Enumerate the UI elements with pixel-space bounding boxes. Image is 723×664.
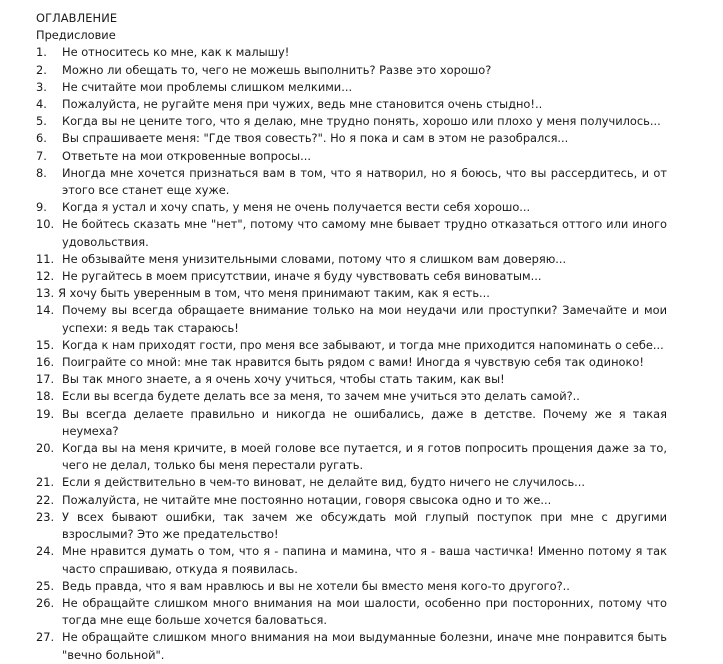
toc-item-number: 20.: [36, 441, 55, 456]
toc-item-number: 3.: [36, 79, 47, 94]
toc-item-number: 21.: [36, 475, 55, 490]
toc-preface: Предисловие: [36, 28, 116, 43]
toc-item-text: Не считайте мои проблемы слишком мелкими...: [62, 79, 353, 94]
toc-item-text: Не обзывайте меня унизительными словами, потому что я слишком вам доверяю...: [62, 251, 567, 266]
toc-item: [36, 629, 667, 663]
toc-item-number: 11.: [36, 251, 55, 266]
toc-item: [36, 406, 667, 440]
toc-item-text: У всех бывают ошибки, так зачем же обсуждать мой глупый поступок при мне с другими взрослыми? Это же предательство!: [62, 509, 667, 542]
toc-item: [36, 165, 667, 199]
toc-item-text: Почему вы всегда обращаете внимание только на мои неудачи или проступки? Замечайте и мои успехи: я ведь так стараюсь!: [62, 303, 667, 335]
toc-item: [36, 440, 667, 474]
toc-item-number: 24.: [36, 544, 55, 559]
toc-item-number: 5.: [36, 114, 47, 129]
toc-item-number: 9.: [36, 200, 47, 215]
toc-item-number: 25.: [36, 578, 55, 593]
toc-item-text: Не относитесь ко мне, как к малышу!: [62, 45, 290, 60]
table-of-contents: [36, 10, 667, 664]
toc-item-text: Пожалуйста, не ругайте меня при чужих, ведь мне становится очень стыдно!..: [62, 97, 543, 112]
toc-item-text: Когда вы на меня кричите, в моей голове все путается, и я готов попросить прощения даже за то, чего не делал, только бы меня перестали ругать.: [62, 441, 667, 473]
toc-item-number: 14.: [36, 303, 55, 318]
toc-item-text: Я хочу быть уверенным в том, что меня принимают таким, как я есть...: [58, 286, 490, 301]
toc-item-text: Вы всегда делаете правильно и никогда не ошибались, даже в детстве. Почему же я такая неумеха?: [62, 406, 667, 438]
toc-item: [36, 268, 667, 285]
toc-item-number: 6.: [36, 131, 47, 146]
toc-item: [36, 474, 667, 491]
toc-item-number: 27.: [36, 630, 55, 645]
toc-list: [36, 44, 667, 663]
toc-item-number: 10.: [36, 217, 55, 232]
toc-item-text: Вы так много знаете, а я очень хочу учиться, чтобы стать таким, как вы!: [62, 372, 505, 387]
toc-item-text: Можно ли обещать то, чего не можешь выполнить? Разве это хорошо?: [62, 62, 492, 77]
toc-item-number: 13.: [36, 286, 55, 301]
toc-item: [36, 578, 667, 595]
toc-item: [36, 543, 667, 577]
toc-item-text: Мне нравится думать о том, что я - папина и мамина, что я - ваша частичка! Именно потому я так часто спрашиваю, откуда я появилась.: [62, 544, 667, 576]
toc-item-number: 22.: [36, 492, 55, 507]
toc-item: [36, 148, 667, 165]
toc-item-number: 2.: [36, 62, 47, 77]
toc-item-number: 23.: [36, 509, 55, 524]
toc-item: [36, 595, 667, 629]
toc-item-text: Не бойтесь сказать мне "нет", потому что самому мне бывает трудно отказаться оттого или иного удовольствия.: [62, 217, 667, 249]
toc-item-number: 15.: [36, 337, 55, 352]
toc-item: [36, 44, 667, 61]
toc-item-number: 19.: [36, 406, 55, 421]
toc-item-text: Когда вы не цените того, что я делаю, мне трудно понять, хорошо или плохо у меня получилось...: [62, 114, 661, 129]
toc-item-number: 17.: [36, 372, 55, 387]
toc-item: [36, 113, 667, 130]
toc-item: [36, 199, 667, 216]
toc-item-number: 8.: [36, 165, 47, 180]
toc-item-number: 18.: [36, 389, 55, 404]
toc-item: [36, 96, 667, 113]
toc-item-text: Пожалуйста, не читайте мне постоянно нотации, говоря свысока одно и то же...: [62, 492, 552, 507]
toc-item-text: Не обращайте слишком много внимания на мои выдуманные болезни, иначе мне понравится быть "вечно больной".: [62, 630, 667, 662]
toc-item-number: 12.: [36, 269, 55, 284]
toc-item-number: 16.: [36, 355, 55, 370]
toc-item-number: 26.: [36, 595, 55, 610]
toc-item-text: Ведь правда, что я вам нравлюсь и вы не хотели бы вместо меня кого-то другого?..: [62, 578, 570, 593]
toc-item-number: 7.: [36, 148, 47, 163]
toc-item-text: Поиграйте со мной: мне так нравится быть рядом с вами! Иногда я чувствую себя так одиноко!: [62, 355, 644, 370]
toc-item-text: Ответьте на мои откровенные вопросы...: [62, 148, 311, 163]
toc-item-text: Когда я устал и хочу спать, у меня не очень получается вести себя хорошо...: [62, 200, 531, 215]
toc-item: [36, 492, 667, 509]
toc-item: [36, 388, 667, 405]
toc-item-text: Не обращайте слишком много внимания на мои шалости, особенно при посторонних, потому что тогда мне еще больше хочется баловаться.: [62, 595, 667, 628]
toc-item-number: 4.: [36, 97, 47, 112]
toc-item: [36, 371, 667, 388]
toc-item: [36, 216, 667, 250]
toc-item: [36, 251, 667, 268]
toc-item-text: Когда к нам приходят гости, про меня все забывают, и тогда мне приходится напоминать о себе...: [62, 337, 664, 352]
toc-item: [36, 302, 667, 336]
toc-item-text: Если вы всегда будете делать все за меня, то зачем мне учиться это делать самой?..: [62, 389, 580, 404]
toc-item-number: 1.: [36, 45, 47, 60]
toc-item-text: Не ругайтесь в моем присутствии, иначе я буду чувствовать себя виноватым...: [62, 269, 542, 284]
toc-item-text: Вы спрашиваете меня: "Где твоя совесть?". Но я пока и сам в этом не разобрался...: [62, 131, 569, 146]
toc-item: [36, 509, 667, 543]
toc-item: [36, 62, 667, 79]
toc-item-text: Если я действительно в чем-то виноват, не делайте вид, будто ничего не случилось...: [62, 475, 586, 490]
toc-item: [36, 337, 667, 354]
toc-item: [36, 354, 667, 371]
toc-item: [36, 130, 667, 147]
toc-item: [36, 285, 667, 302]
toc-heading: ОГЛАВЛЕНИЕ: [36, 11, 118, 25]
toc-item: [36, 79, 667, 96]
toc-item-text: Иногда мне хочется признаться вам в том, что я натворил, но я боюсь, что вы рассердитесь, и от этого все станет еще хуже.: [62, 165, 667, 198]
